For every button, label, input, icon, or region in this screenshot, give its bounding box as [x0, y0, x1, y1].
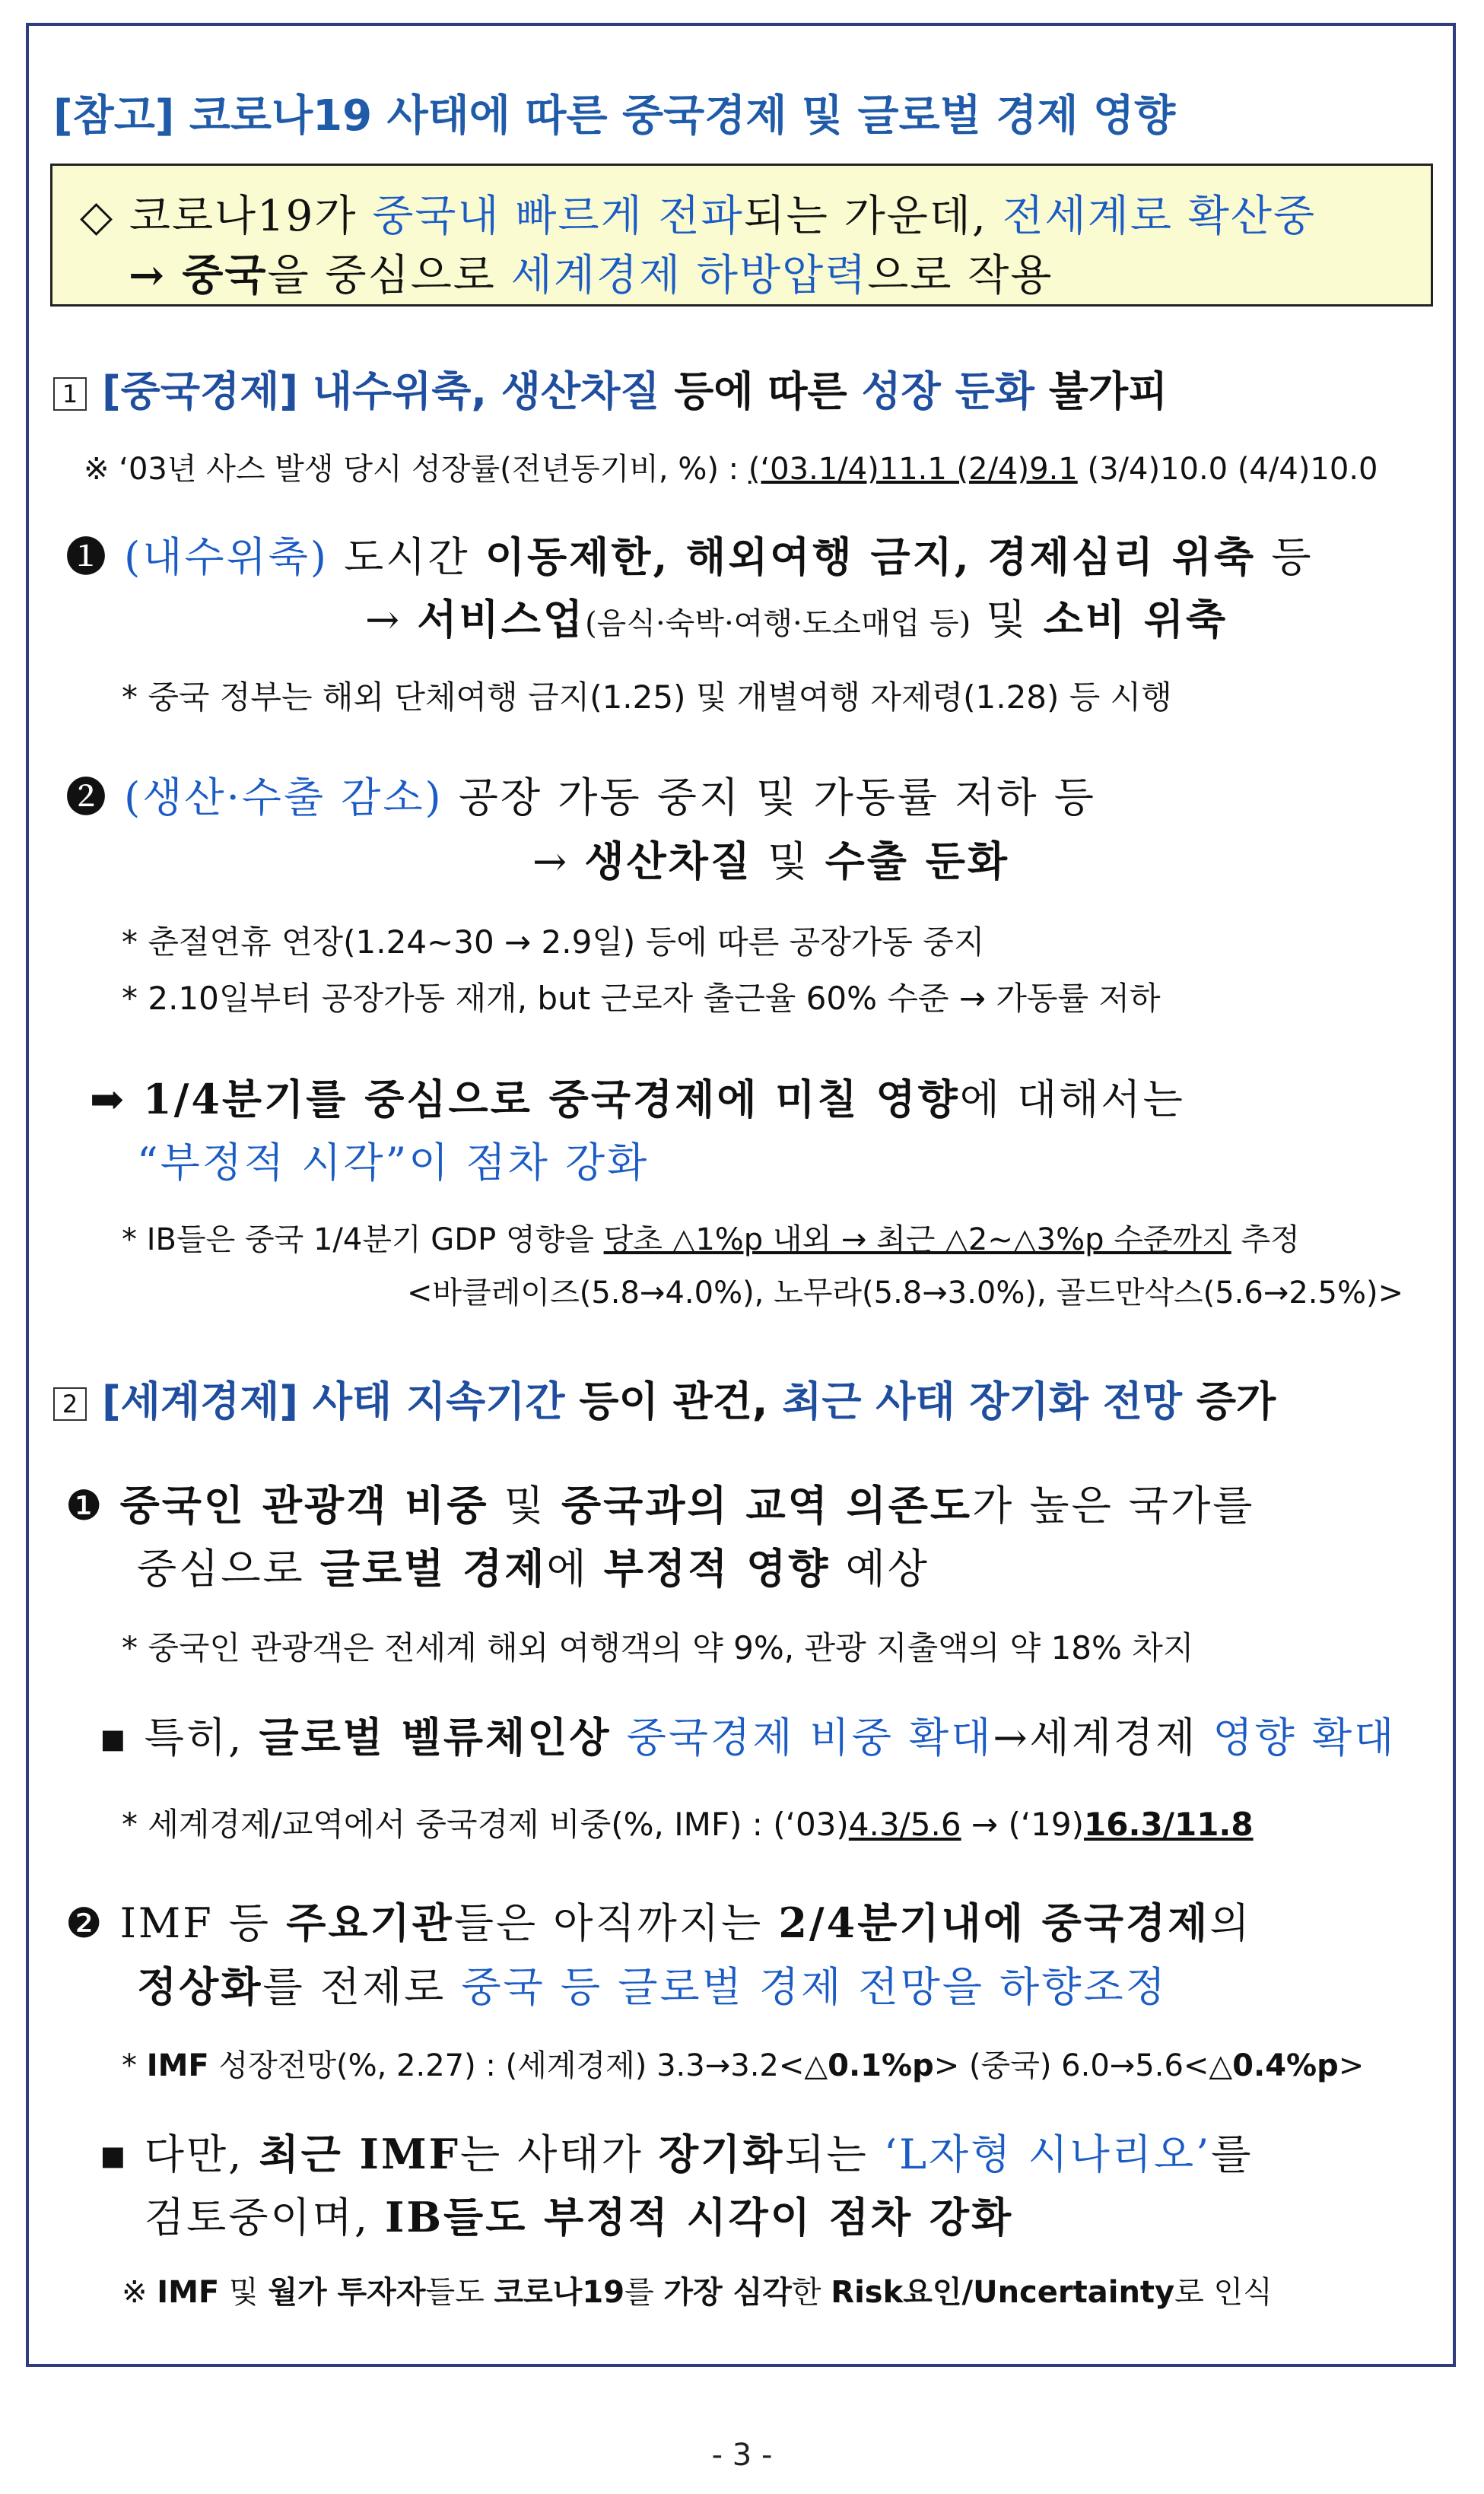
note-text: > (중국) 6.0→5.6< [933, 2048, 1209, 2083]
point-2-1-note: * 중국인 관광객은 전세계 해외 여행객의 약 9%, 관광 지출액의 약 18% 차지 [122, 1629, 1194, 1666]
point-text: 부정적 영향 [603, 1544, 831, 1593]
summary-text: → 중국 [129, 250, 268, 300]
note-text: ※ [122, 2275, 157, 2310]
subpoint-2-2-line-2 [145, 2185, 1013, 2244]
right-arrow-icon: ➡ [90, 1075, 127, 1123]
bullet-icon: ❶ [65, 1482, 105, 1530]
point-text: 중심으로 [137, 1545, 320, 1593]
point-text: 2/4분기내에 중국경제 [778, 1898, 1210, 1947]
section-heading-text: 증가 [1182, 1377, 1276, 1425]
subpoint-2-1 [99, 1705, 1396, 1764]
point-text: → [532, 837, 585, 885]
point-text: 및 [488, 1482, 562, 1530]
point-text: 의 [1209, 1899, 1252, 1947]
note-text: IMF [146, 2048, 209, 2083]
note-text: 를 [624, 2275, 664, 2310]
section-heading-text: 최근 사태 장기화 전망 [782, 1377, 1183, 1425]
point-text: 중국 등 글로벌 경제 전망을 하향조정 [461, 1963, 1168, 2011]
note-text: 한 [791, 2275, 831, 2310]
conclusion-1-line-2: “부정적 시각”이 점차 강화 [137, 1139, 650, 1187]
summary-highlight: 중국내 빠르게 전파 [372, 192, 744, 241]
note-text: IMF [157, 2275, 220, 2310]
point-text: 장기화 [658, 2130, 785, 2178]
note-text: * 세계경제/교역에서 중국경제 비중(%, IMF) : (‘03) [122, 1806, 849, 1843]
point-text: 중국과의 교역 의존도 [561, 1481, 973, 1530]
point-text: 및 [752, 837, 825, 885]
note-text: Risk요인/Uncertainty [831, 2275, 1175, 2310]
point-text: (음식·숙박·여행·도소매업 등) [585, 606, 971, 641]
point-1-2-note-2: * 2.10일부터 공장가동 재개, but 근로자 출근율 60% 수준 → 가동률 저하 [122, 980, 1161, 1017]
point-text: 정상화 [137, 1962, 263, 2011]
point-text: 들은 아직까지는 [453, 1899, 779, 1947]
point-1-2-note-1: * 춘절연휴 연장(1.24~30 → 2.9일) 등에 따른 공장가동 중지 [122, 923, 985, 961]
point-text: 이동제한, 해외여행 금지, 경제심리 위축 [485, 532, 1257, 581]
note-text: ※ ‘03년 사스 발생 당시 성장률(전년동기비, %) : [84, 452, 748, 487]
point-label: (생산·수출 감소) [124, 774, 443, 821]
conclusion-1 [90, 1067, 1185, 1126]
bullet-icon: ❶ [65, 533, 109, 581]
note-text: * [122, 2048, 147, 2083]
point-text: 중국인 관광객 비중 [119, 1481, 489, 1530]
section-heading-text: 등에 따른 [659, 367, 862, 415]
summary-text: 을 중심으로 [267, 251, 511, 300]
point-2-2 [65, 1891, 1251, 1949]
point-text: 수출 둔화 [825, 837, 1010, 885]
point-text: 다만, [129, 2130, 259, 2178]
point-text: 공장 가동 중지 및 가동률 저하 등 [443, 774, 1096, 821]
note-text: 당초 △1%p 내외 → 최근 △2~△3%p 수준까지 [603, 1222, 1231, 1257]
note-text: 월가 투자자 [268, 2275, 426, 2310]
point-2-1-line-2 [137, 1536, 929, 1595]
point-text: 최근 IMF [259, 2130, 460, 2178]
point-text: 에 [546, 1545, 604, 1593]
point-text: 도시간 [328, 533, 485, 581]
point-text: 생산차질 [584, 837, 753, 885]
note-text: > [1338, 2048, 1365, 2083]
page-number: - 3 - [711, 2438, 773, 2473]
summary-text: 으로 작용 [867, 251, 1053, 300]
point-text: 및 [971, 596, 1044, 643]
note-text: (3/4)10.0 (4/4)10.0 [1077, 452, 1378, 487]
summary-text: 되는 가운데, [743, 192, 1003, 241]
point-text: →세계경제 [993, 1714, 1213, 1762]
section-heading-text: 성장 둔화 [861, 367, 1034, 415]
point-text: IMF [119, 1899, 214, 1947]
section-heading-text: 불가피 [1034, 367, 1168, 415]
point-label: (내수위축) [124, 533, 329, 581]
point-text: 글로벌 경제 [319, 1544, 547, 1593]
note-text: → (‘19) [961, 1806, 1085, 1843]
note-text: △0.4%p [1209, 2048, 1339, 2083]
note-text: 4.3/5.6 [848, 1806, 961, 1843]
subpoint-2-1-note [122, 1800, 1254, 1845]
point-text: 를 전제로 [262, 1963, 462, 2011]
section-2-heading [53, 1369, 1276, 1428]
point-2-1 [65, 1473, 1254, 1532]
point-text: 등 [213, 1899, 287, 1947]
section-heading-text: [중국경제] 내수위축, 생산차질 [102, 367, 660, 415]
subpoint-2-2 [99, 2122, 1253, 2181]
point-2-2-line-2 [137, 1955, 1168, 2013]
summary-highlight: 세계경제 하방압력 [510, 251, 868, 300]
note-text: 들도 [425, 2275, 494, 2310]
note-text: 추정 [1231, 1222, 1300, 1257]
summary-text: ◇ 코로나19가 [80, 192, 373, 241]
point-text: → [365, 596, 418, 643]
point-text: 를 [1211, 2130, 1254, 2178]
point-text: ‘L자형 시나리오’ [883, 2130, 1212, 2178]
summary-box [50, 164, 1433, 307]
bullet-icon: ❷ [65, 774, 109, 821]
section-heading-text: 등이 관건, [564, 1377, 783, 1425]
summary-highlight: 전세계로 확산중 [1002, 192, 1317, 241]
point-text: 특히, [129, 1714, 259, 1762]
point-text: 글로벌 벨류체인상 [259, 1713, 612, 1762]
note-text: 로 인식 [1174, 2275, 1273, 2310]
point-text: IB들도 부정적 시각이 점차 강화 [385, 2193, 1014, 2241]
point-2-2-note [122, 2041, 1364, 2085]
point-1-1-note: * 중국 정부는 해외 단체여행 금지(1.25) 및 개별여행 자제령(1.28) 등 시행 [122, 678, 1172, 716]
point-text: 는 사태가 [459, 2130, 659, 2178]
note-text: 코로나19 [494, 2275, 625, 2310]
note-text: △0.1%p [804, 2048, 934, 2083]
point-text: 검토중이며, [145, 2194, 386, 2241]
point-text: 되는 [784, 2130, 884, 2178]
bullet-icon: ❷ [65, 1899, 105, 1947]
note-text: 및 [219, 2275, 269, 2310]
final-note [122, 2268, 1273, 2311]
point-text: 등 [1256, 533, 1314, 581]
summary-line-2 [129, 242, 1053, 303]
point-1-2 [65, 765, 1096, 824]
section-number-box: 1 [53, 377, 87, 411]
note-text: 성장전망(%, 2.27) : (세계경제) 3.3→3.2< [208, 2048, 805, 2083]
point-text: 서비스업 [417, 595, 586, 643]
point-text: 주요기관 [286, 1898, 454, 1947]
note-text: 16.3/11.8 [1084, 1806, 1254, 1843]
page-title: [참고] 코로나19 사태에 따른 중국경제 및 글로벌 경제 영향 [53, 91, 1176, 141]
point-text: 에 대해서는 [959, 1075, 1185, 1123]
conclusion-1-note-2: <바클레이즈(5.8→4.0%), 노무라(5.8→3.0%), 골드만삭스(5.6→2.5%)> [407, 1276, 1404, 1311]
section-heading-text: [세계경제] 사태 지속기간 [102, 1377, 565, 1425]
summary-line-1 [80, 183, 1316, 243]
point-text: 가 높은 국가를 [972, 1482, 1255, 1530]
section-1-heading [53, 359, 1168, 418]
note-text: 가장 심각 [663, 2275, 792, 2310]
point-text: 소비 위축 [1043, 595, 1228, 643]
sars-note [84, 445, 1378, 488]
point-1-1-line-2 [365, 587, 1228, 646]
section-number-box: 2 [53, 1387, 87, 1421]
note-text: (‘03.1/4)11.1 (2/4)9.1 [748, 452, 1078, 487]
point-text: 영향 확대 [1212, 1714, 1397, 1762]
point-text: 1/4분기를 중심으로 중국경제에 미칠 영향 [126, 1075, 960, 1123]
point-text: 예상 [830, 1545, 929, 1593]
point-text: 중국경제 비중 확대 [611, 1714, 993, 1762]
point-1-2-line-2 [532, 829, 1009, 888]
square-bullet-icon: ▪ [99, 2130, 129, 2178]
note-text: * IB들은 중국 1/4분기 GDP 영향을 [122, 1222, 604, 1257]
conclusion-1-note [122, 1215, 1300, 1259]
square-bullet-icon: ▪ [99, 1714, 129, 1762]
point-1-1 [65, 525, 1314, 583]
